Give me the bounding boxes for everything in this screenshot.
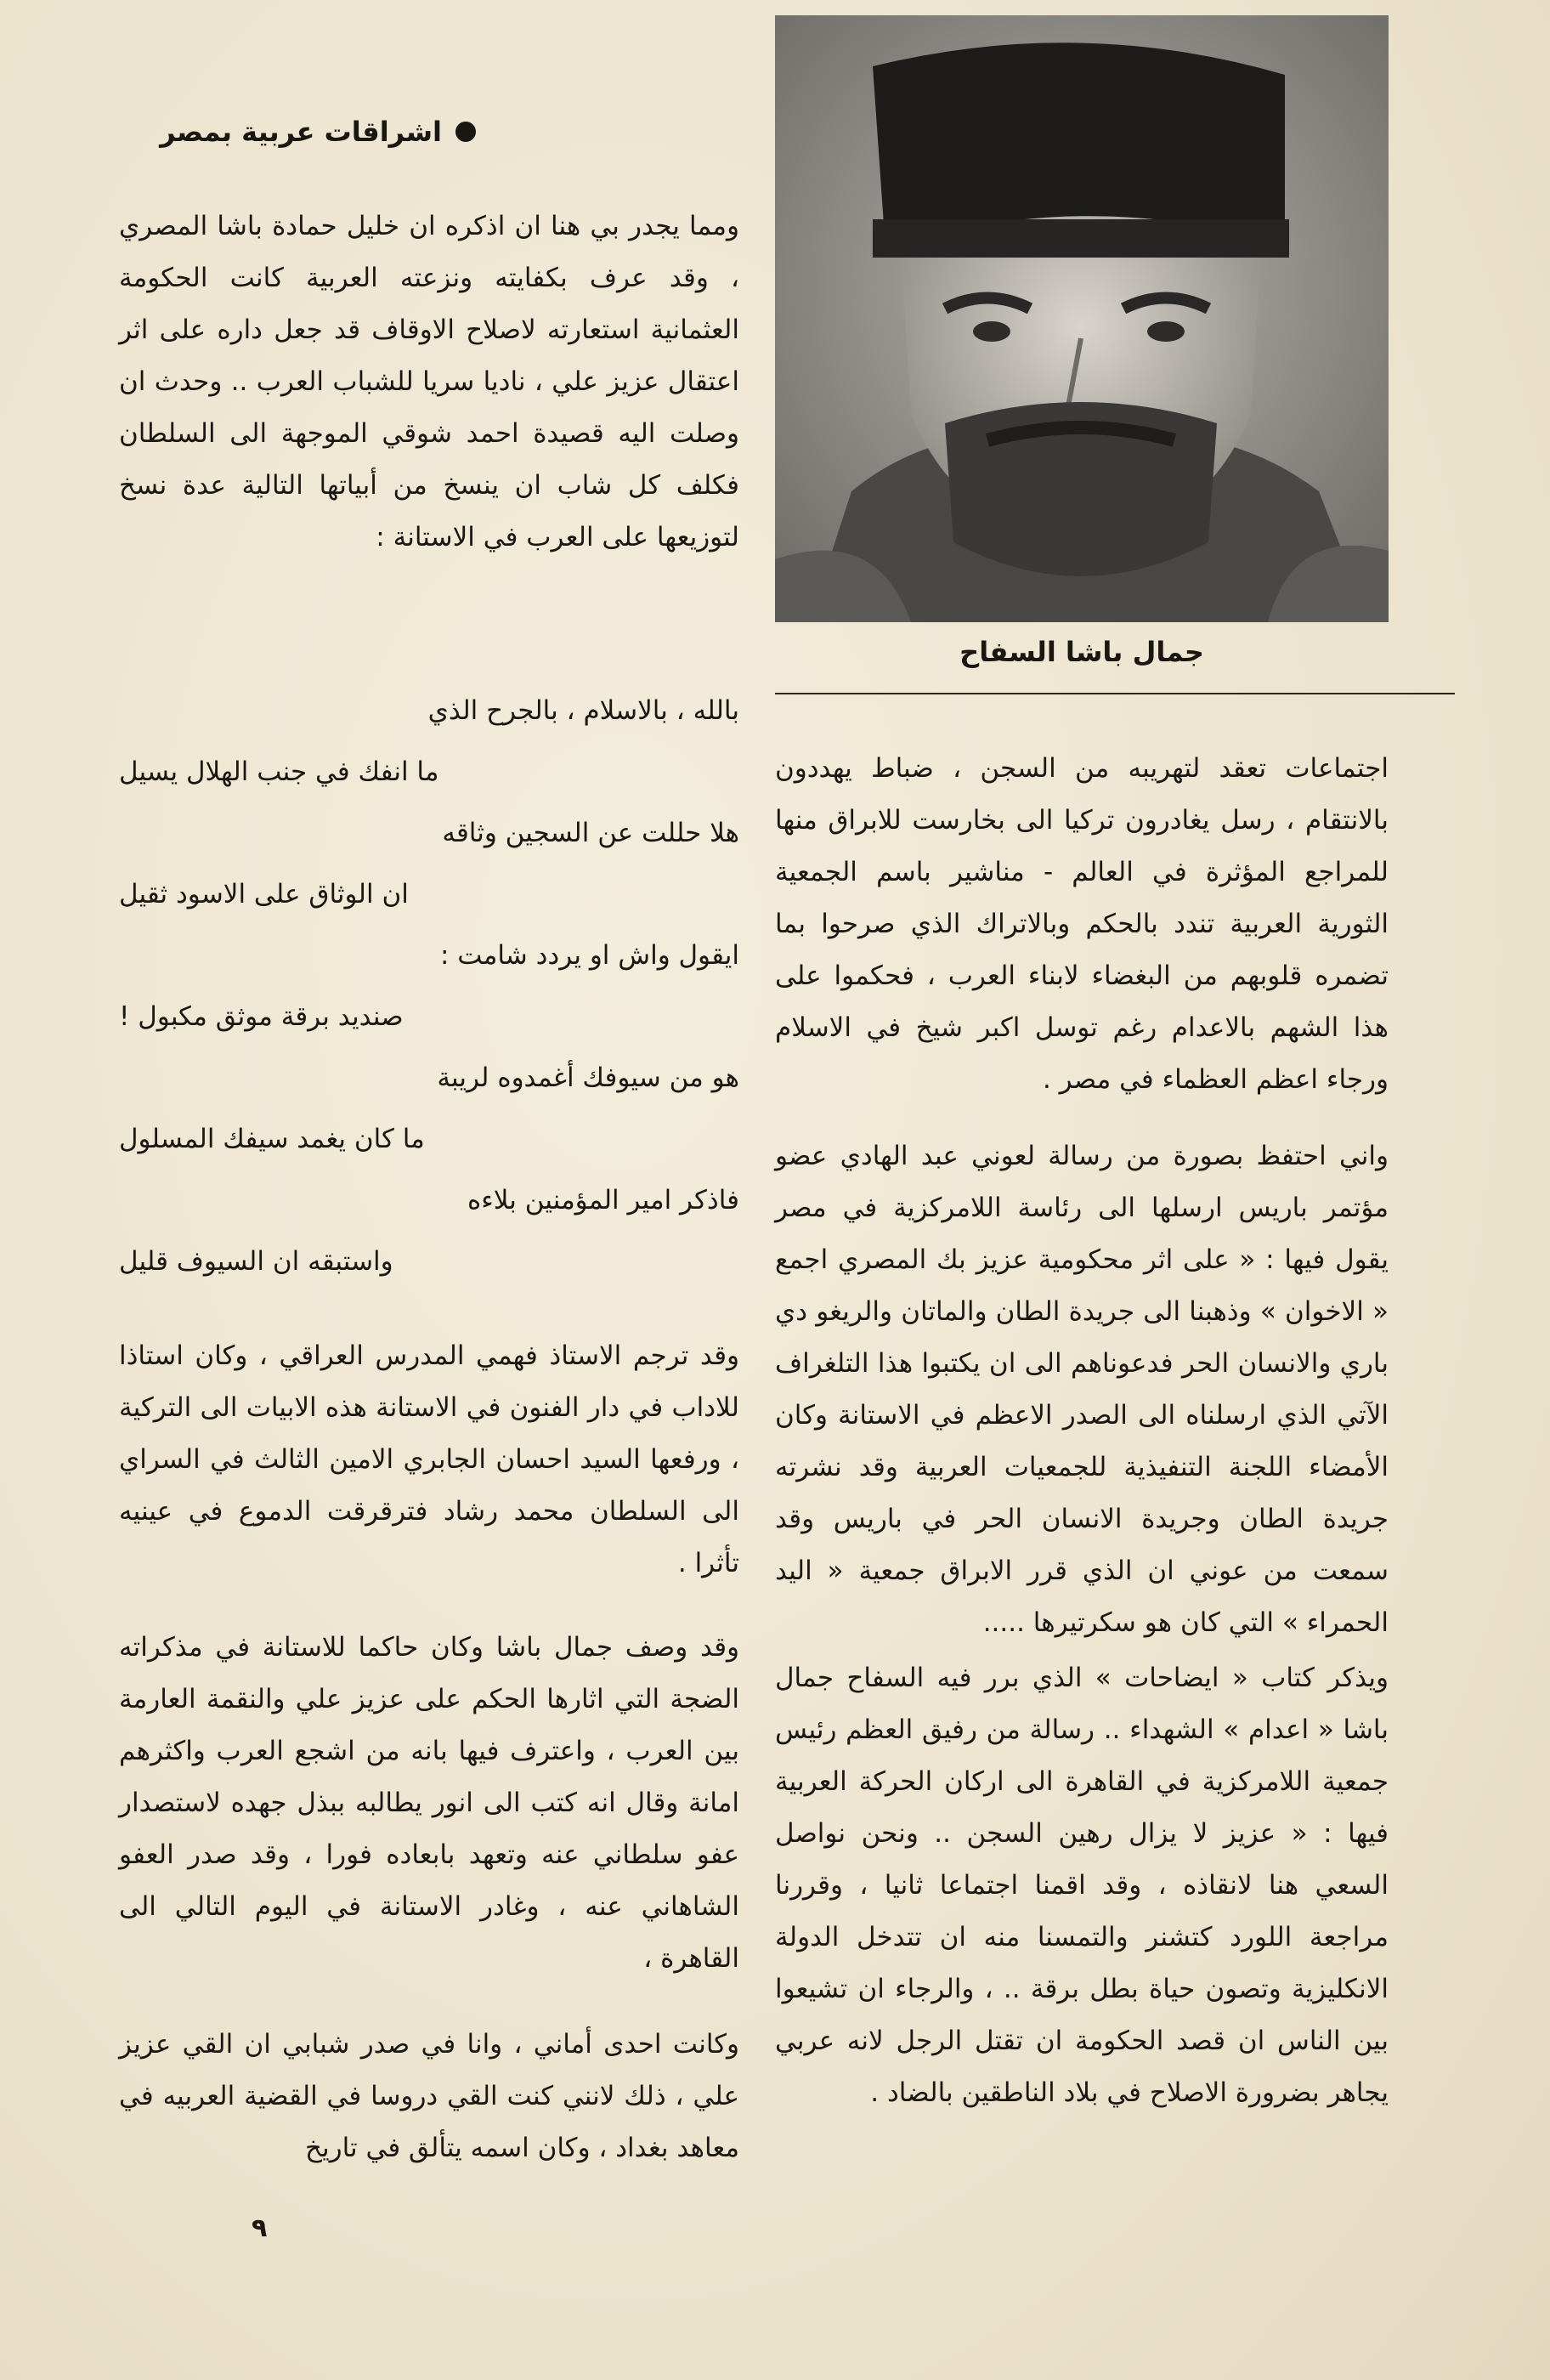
section-header (119, 110, 476, 153)
poem-line: ما انفك في جنب الهلال يسيل (119, 756, 439, 787)
poem-line: هو من سيوفك أغمدوه لريبة (437, 1062, 739, 1093)
right-column-para2 (775, 1130, 1389, 1649)
poem-line: ايقول واش او يردد شامت : (440, 940, 739, 971)
left-column-para3 (119, 1622, 739, 1985)
section-title: اشراقات عربية بمصر (160, 116, 442, 148)
left-column-para4 (119, 2019, 739, 2174)
paragraph: اجتماعات تعقد لتهريبه من السجن ، ضباط يهددون بالانتقام ، رسل يغادرون تركيا الى بخارست للابراق منها للمراجع المؤثرة في العالم - مناشير باسم الجمعية الثورية العربية تندد بالحكم وبالاتراك الذي صرحوا بما تضمره قلوبهم من البغضاء لابناء العرب ، فحكموا على هذا الشهم بالاعدام رغم توسل اكبر شيخ في الاسلام ورجاء اعظم العظماء في مصر . (775, 753, 1389, 1095)
poem-line: هلا حللت عن السجين وثاقه (442, 818, 739, 848)
paragraph: واني احتفظ بصورة من رسالة لعوني عبد الهادي عضو مؤتمر باريس ارسلها الى رئاسة اللامركزية في مصر يقول فيها : « على اثر محكومية عزيز بك المصري اجمع « الاخوان » وذهبنا الى جريدة الطان والماتان والريغو دي باري والانسان الحر فدعوناهم الى ان يكتبوا هذا التلغراف الآتي الذي ارسلناه الى الصدر الاعظم في الاستانة وكان الأمضاء اللجنة التنفيذية للجمعيات العربية وقد نشرته جريدة الطان وجريدة الانسان الحر في باريس وقد سمعت من عوني ان الذي قرر الابراق جمعية « اليد الحمراء » التي كان هو سكرتيرها ..... (775, 1141, 1389, 1638)
poem (119, 680, 739, 1292)
poem-line: فاذكر امير المؤمنين بلاءه (467, 1185, 739, 1216)
right-column-para3 (775, 1652, 1389, 2119)
paragraph: وقد ترجم الاستاذ فهمي المدرس العراقي ، وكان استاذا للاداب في دار الفنون في الاستانة هذه الابيات الى التركية ، ورفعها السيد احسان الجابري الامين الثالث في السراي الى السلطان محمد رشاد فترقرقت الدموع في عينيه تأثرا . (119, 1340, 739, 1578)
page-number: ٩ (252, 2213, 268, 2243)
left-column-para2 (119, 1330, 739, 1590)
photo-caption: جمال باشا السفاح (959, 636, 1204, 668)
poem-line: صنديد برقة موثق مكبول ! (119, 1001, 404, 1032)
poem-line: واستبقه ان السيوف قليل (119, 1246, 393, 1277)
paragraph: وقد وصف جمال باشا وكان حاكما للاستانة في مذكراته الضجة التي اثارها الحكم على عزيز علي والنقمة العارمة بين العرب ، واعترف فيها بانه من اشجع العرب واكثرهم امانة وقال انه كتب الى انور يطالبه ببذل جهده لاستصدار عفو سلطاني عنه وتعهد بابعاده فورا ، وقد صدر العفو الشاهاني عنه ، وغادر الاستانة في اليوم التالي الى القاهرة ، (119, 1632, 739, 1974)
paragraph: وكانت احدى أماني ، وانا في صدر شبابي ان القي عزيز علي ، ذلك لانني كنت القي دروسا في القضية العربيه في معاهد بغداد ، وكان اسمه يتألق في تاريخ (119, 2029, 739, 2163)
divider (775, 693, 1455, 694)
paragraph: ويذكر كتاب « ايضاحات » الذي برر فيه السفاح جمال باشا « اعدام » الشهداء .. رسالة من رفيق العظم رئيس جمعية اللامركزية في القاهرة الى اركان الحركة العربية فيها : « عزيز لا يزال رهين السجن .. ونحن نواصل السعي هنا لانقاذه ، وقد اقمنا اجتماعا ثانيا ، وقررنا مراجعة اللورد كتشنر والتمسنا منه ان تتدخل الدولة الانكليزية وتصون حياة بطل برقة .. ، والرجاء ان تشيعوا بين الناس ان قصد الحكومة ان تقتل الرجل لانه عربي يجاهر بضرورة الاصلاح في بلاد الناطقين بالضاد . (775, 1663, 1389, 2108)
right-column-para1 (775, 743, 1389, 1106)
poem-line: ان الوثاق على الاسود ثقيل (119, 879, 409, 910)
left-column-intro (119, 201, 739, 564)
portrait-photo (775, 15, 1389, 622)
poem-line: ما كان يغمد سيفك المسلول (119, 1124, 425, 1154)
poem-line: بالله ، بالاسلام ، بالجرح الذي (427, 695, 739, 726)
bullet-icon (455, 122, 476, 142)
paragraph: ومما يجدر بي هنا ان اذكره ان خليل حمادة باشا المصري ، وقد عرف بكفايته ونزعته العربية كانت الحكومة العثمانية استعارته لاصلاح الاوقاف قد جعل داره على اثر اعتقال عزيز علي ، ناديا سريا للشباب العرب .. وحدث ان وصلت اليه قصيدة احمد شوقي الموجهة الى السلطان فكلف كل شاب ان ينسخ من أبياتها التالية عدة نسخ لتوزيعها على العرب في الاستانة : (119, 211, 739, 552)
